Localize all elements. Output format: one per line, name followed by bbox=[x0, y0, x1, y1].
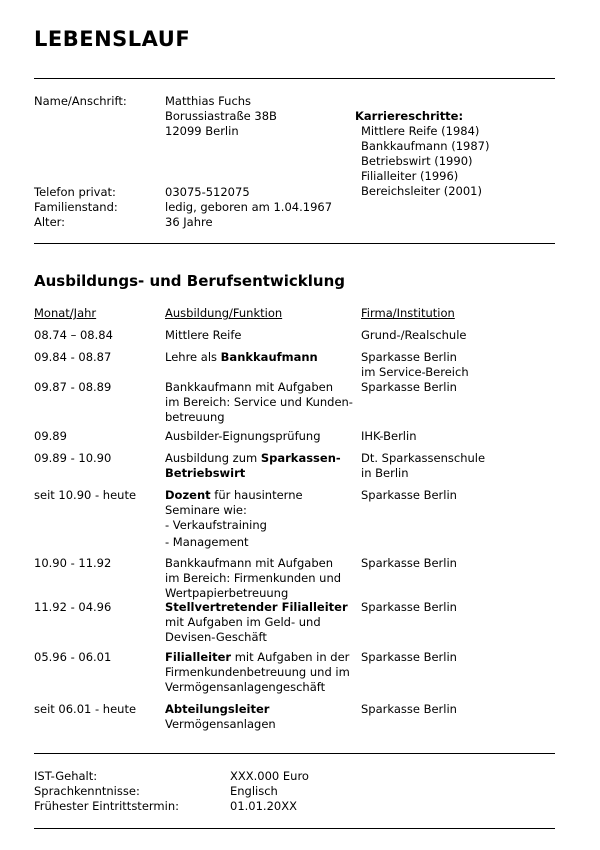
start-date-value: 01.01.20XX bbox=[230, 799, 297, 813]
row-function bbox=[165, 702, 276, 732]
row-function-text: mit Aufgaben in der bbox=[231, 650, 350, 664]
row-function: Ausbilder-Eignungsprüfung bbox=[165, 429, 321, 443]
row-company: Sparkasse Berlin bbox=[361, 380, 457, 394]
column-header-date: Monat/Jahr bbox=[34, 306, 97, 320]
city-value: 12099 Berlin bbox=[165, 124, 239, 138]
career-step: Filialleiter (1996) bbox=[361, 169, 459, 183]
street-value: Borussiastraße 38B bbox=[165, 109, 277, 123]
row-function-line: mit Aufgaben im Geld- und bbox=[165, 615, 321, 629]
row-company bbox=[361, 451, 485, 481]
row-function-line bbox=[165, 451, 341, 466]
address-block bbox=[165, 94, 277, 139]
row-function-bold: Bankkaufmann bbox=[220, 350, 318, 364]
row-company: Grund-/Realschule bbox=[361, 328, 467, 342]
row-function bbox=[165, 556, 341, 601]
page-title: LEBENSLAUF bbox=[34, 27, 191, 51]
age-label: Alter: bbox=[34, 215, 66, 229]
salary-value: XXX.000 Euro bbox=[230, 769, 309, 783]
row-company: Sparkasse Berlin bbox=[361, 650, 457, 664]
row-date: 09.89 - 10.90 bbox=[34, 451, 112, 465]
row-function-line: Stellvertretender Filialleiter bbox=[165, 600, 348, 614]
section-heading: Ausbildungs- und Berufsentwicklung bbox=[34, 272, 346, 290]
status-label: Familienstand: bbox=[34, 200, 118, 214]
career-step: Betriebswirt (1990) bbox=[361, 154, 473, 168]
row-function: Mittlere Reife bbox=[165, 328, 242, 342]
row-date: 11.92 - 04.96 bbox=[34, 600, 112, 614]
row-function-bold: Dozent bbox=[165, 488, 211, 502]
row-company: Sparkasse Berlin bbox=[361, 600, 457, 614]
name-value: Matthias Fuchs bbox=[165, 94, 252, 108]
row-date: 05.96 - 06.01 bbox=[34, 650, 112, 664]
row-company-line: im Service-Bereich bbox=[361, 365, 469, 379]
row-company bbox=[361, 350, 469, 380]
career-step: Mittlere Reife (1984) bbox=[361, 124, 480, 138]
column-header-function: Ausbildung/Funktion bbox=[165, 306, 283, 320]
row-function-line: Devisen-Geschäft bbox=[165, 630, 267, 644]
row-date: 09.87 - 08.89 bbox=[34, 380, 112, 394]
row-function bbox=[165, 488, 303, 550]
row-function-bold: Betriebswirt bbox=[165, 466, 246, 480]
row-function-text: für hausinterne bbox=[210, 488, 303, 502]
row-function-line: Seminare wie: bbox=[165, 503, 247, 517]
row-company-line: in Berlin bbox=[361, 466, 409, 480]
phone-label: Telefon privat: bbox=[34, 185, 116, 199]
row-function-line bbox=[165, 466, 341, 481]
row-function bbox=[165, 350, 318, 365]
row-function-line: - Management bbox=[165, 535, 249, 549]
row-function-line bbox=[165, 650, 350, 665]
row-function-line: - Verkaufstraining bbox=[165, 518, 267, 532]
column-header-company: Firma/Institution bbox=[361, 306, 455, 320]
row-date: 09.84 - 08.87 bbox=[34, 350, 112, 364]
row-date: 08.74 – 08.84 bbox=[34, 328, 113, 342]
row-function-line: im Bereich: Firmenkunden und bbox=[165, 571, 342, 585]
name-label: Name/Anschrift: bbox=[34, 94, 127, 108]
row-company: Sparkasse Berlin bbox=[361, 488, 457, 502]
footer-labels bbox=[34, 769, 179, 814]
row-function-line: Vermögensanlagengeschäft bbox=[165, 680, 326, 694]
row-function bbox=[165, 451, 341, 481]
row-company: IHK-Berlin bbox=[361, 429, 417, 443]
divider bbox=[34, 243, 555, 244]
row-function-line: Bankkaufmann mit Aufgaben bbox=[165, 556, 333, 570]
row-function-line: Bankkaufmann mit Aufgaben bbox=[165, 380, 333, 394]
row-company-line: Sparkasse Berlin bbox=[361, 350, 457, 364]
row-date: seit 10.90 - heute bbox=[34, 488, 137, 502]
row-function-line: Wertpapierbetreuung bbox=[165, 586, 289, 600]
row-function bbox=[165, 380, 353, 425]
footer-values bbox=[230, 769, 309, 814]
row-date: seit 06.01 - heute bbox=[34, 702, 137, 716]
row-function-bold: Filialleiter bbox=[165, 650, 232, 664]
row-function-line: betreuung bbox=[165, 410, 225, 424]
career-heading: Karriereschritte: bbox=[355, 109, 464, 123]
row-date: 09.89 bbox=[34, 429, 67, 443]
language-value: Englisch bbox=[230, 784, 278, 798]
salary-label: IST-Gehalt: bbox=[34, 769, 98, 783]
language-label: Sprachkenntnisse: bbox=[34, 784, 140, 798]
age-value: 36 Jahre bbox=[165, 215, 213, 229]
phone-value: 03075-512075 bbox=[165, 185, 250, 199]
status-value: ledig, geboren am 1.04.1967 bbox=[165, 200, 333, 214]
divider bbox=[34, 753, 555, 754]
row-function bbox=[165, 600, 348, 645]
career-list bbox=[361, 124, 489, 199]
row-function-bold: Sparkassen- bbox=[260, 451, 341, 465]
start-date-label: Frühester Eintrittstermin: bbox=[34, 799, 179, 813]
row-function-line: Vermögensanlagen bbox=[165, 717, 276, 731]
row-company: Sparkasse Berlin bbox=[361, 556, 457, 570]
row-company-line: Dt. Sparkassenschule bbox=[361, 451, 486, 465]
row-function bbox=[165, 650, 350, 695]
divider bbox=[34, 78, 555, 79]
divider bbox=[34, 828, 555, 829]
row-company: Sparkasse Berlin bbox=[361, 702, 457, 716]
row-function-text: Ausbildung zum bbox=[165, 451, 261, 465]
row-function-text: Lehre als bbox=[165, 350, 221, 364]
career-step: Bereichsleiter (2001) bbox=[361, 184, 482, 198]
row-function-line: Firmenkundenbetreuung und im bbox=[165, 665, 350, 679]
row-function-line: Abteilungsleiter bbox=[165, 702, 270, 716]
row-function-line: im Bereich: Service und Kunden- bbox=[165, 395, 353, 409]
row-date: 10.90 - 11.92 bbox=[34, 556, 112, 570]
career-step: Bankkaufmann (1987) bbox=[361, 139, 490, 153]
row-function-line bbox=[165, 488, 303, 503]
